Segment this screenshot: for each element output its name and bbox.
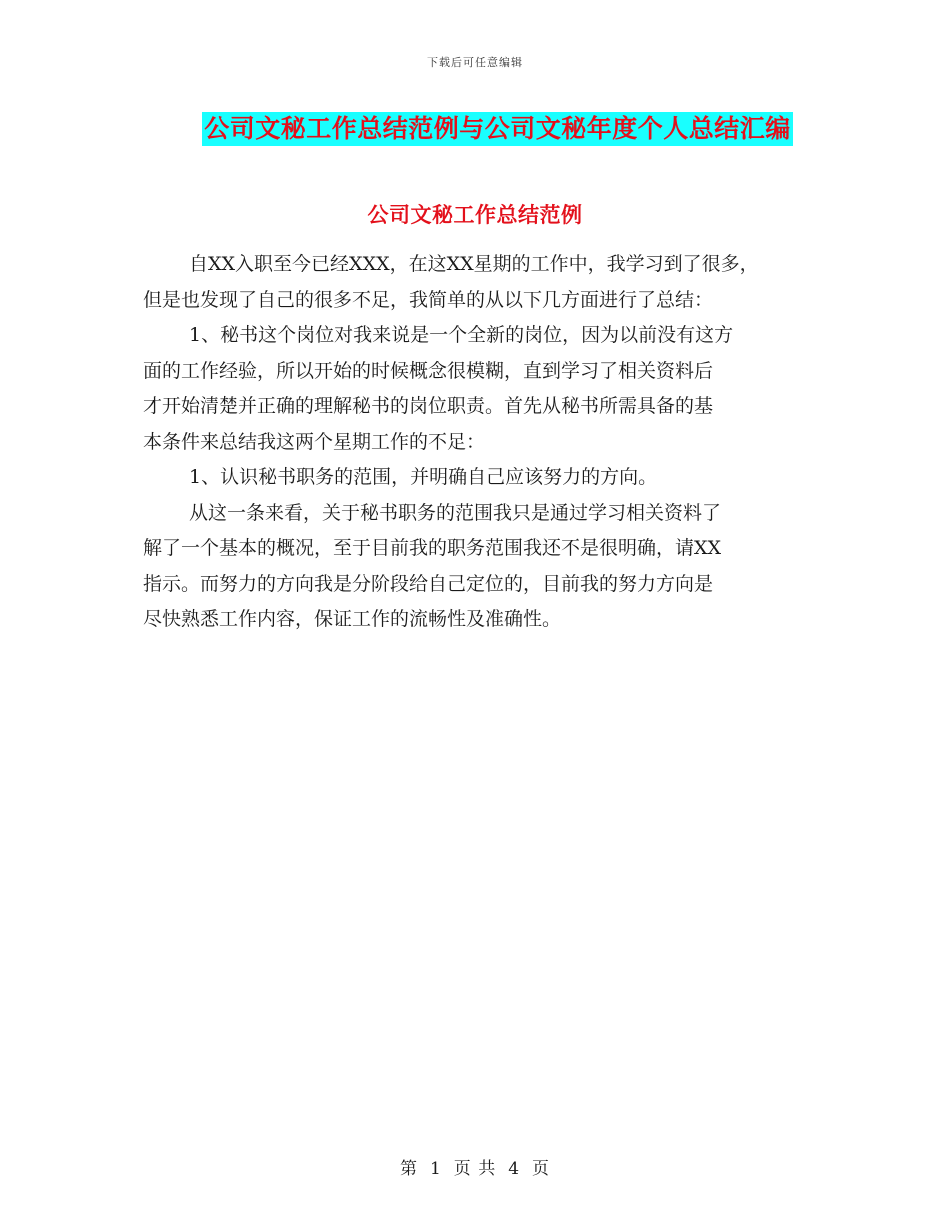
paragraph-line: 1、秘书这个岗位对我来说是一个全新的岗位，因为以前没有这方 xyxy=(189,324,734,346)
paragraph-line: 才开始清楚并正确的理解秘书的岗位职责。首先从秘书所需具备的基 xyxy=(143,395,714,417)
paragraph-line: 但是也发现了自己的很多不足，我简单的从以下几方面进行了总结： xyxy=(143,288,714,311)
paragraph-line: 面的工作经验，所以开始的时候概念很模糊，直到学习了相关资料后 xyxy=(143,359,714,382)
section-title: 公司文秘工作总结范例 xyxy=(367,203,583,227)
header-note: 下载后可任意编辑 xyxy=(427,56,523,69)
paragraph-line: 尽快熟悉工作内容，保证工作的流畅性及准确性。 xyxy=(143,608,562,630)
page-number-footer xyxy=(0,1154,950,1179)
paragraph-line: 本条件来总结我这两个星期工作的不足： xyxy=(143,430,486,453)
paragraph-line: 解了一个基本的概况，至于目前我的职务范围我还不是很明确，请XX xyxy=(143,537,722,559)
document-body xyxy=(143,247,823,638)
paragraph-line: 1、认识秘书职务的范围，并明确自己应该努力的方向。 xyxy=(189,466,658,488)
page-label-prefix: 第 xyxy=(399,1159,418,1179)
total-pages-number: 4 xyxy=(508,1159,521,1179)
page-label-suffix: 页 xyxy=(532,1159,551,1179)
main-title-container xyxy=(0,112,950,146)
current-page-number: 1 xyxy=(429,1159,442,1179)
main-title: 公司文秘工作总结范例与公司文秘年度个人总结汇编 xyxy=(202,112,793,146)
paragraph-line: 指示。而努力的方向我是分阶段给自己定位的，目前我的努力方向是 xyxy=(143,572,714,595)
paragraph-line: 自XX入职至今已经XXX，在这XX星期的工作中，我学习到了很多， xyxy=(189,253,759,275)
page-label-mid: 页 共 xyxy=(453,1159,497,1179)
paragraph-line: 从这一条来看，关于秘书职务的范围我只是通过学习相关资料了 xyxy=(189,501,722,524)
